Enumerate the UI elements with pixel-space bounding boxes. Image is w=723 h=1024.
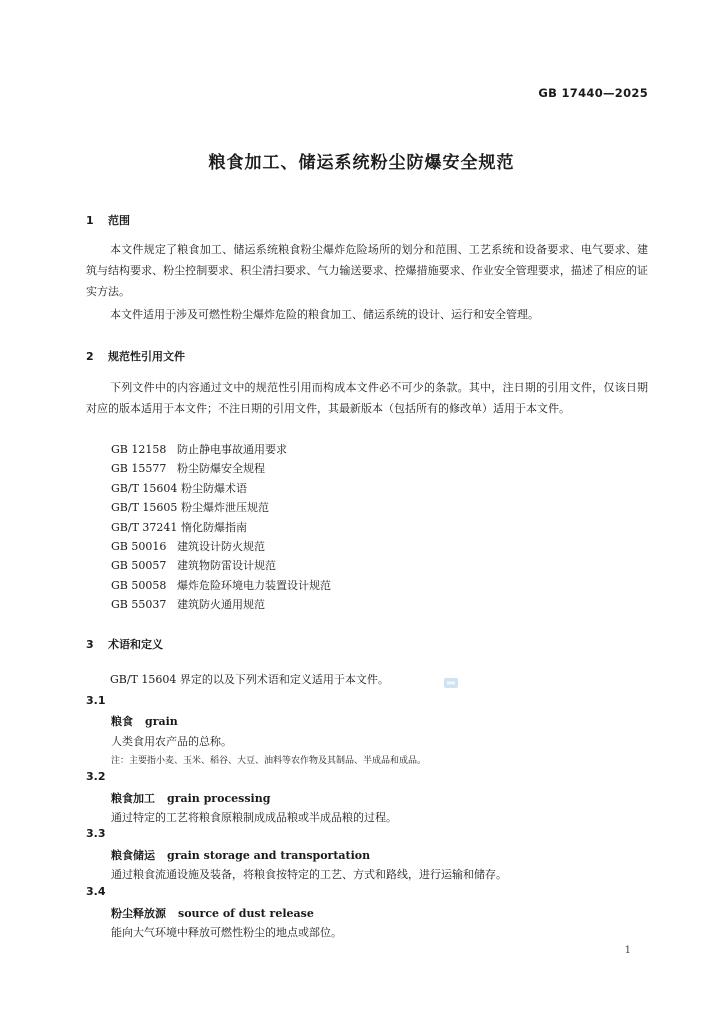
term-definition: 能向大气环境中释放可燃性粉尘的地点或部位。: [111, 926, 342, 939]
section-3-heading: [86, 636, 163, 652]
reference-code: GB 15577: [111, 462, 167, 476]
section-1-paragraph-2: 本文件适用于涉及可燃性粉尘爆炸危险的粮食加工、储运系统的设计、运行和安全管理。: [110, 308, 539, 321]
reference-title: 粉尘防爆术语: [181, 481, 247, 495]
term-en: grain storage and transportation: [167, 849, 371, 862]
reference-code: GB/T 15605: [111, 501, 178, 515]
reference-title: 惰化防爆指南: [181, 520, 247, 534]
watermark-stamp-icon: [444, 678, 458, 688]
term-number: 3.2: [86, 770, 106, 783]
reference-code: GB 50057: [111, 559, 167, 573]
section-2-heading: [86, 348, 185, 364]
term-definition: 通过粮食流通设施及装备，将粮食按特定的工艺、方式和路线，进行运输和储存。: [111, 868, 507, 881]
standard-code: GB 17440—2025: [538, 86, 648, 100]
section-1-paragraph-1: 本文件规定了粮食加工、储运系统粮食粉尘爆炸危险场所的划分和范围、工艺系统和设备要求、电气要求、建筑与结构要求、粉尘控制要求、积尘清扫要求、气力输送要求、控爆措施要求、作业安全管理要求，描述了相应的证实方法。: [86, 243, 648, 298]
reference-code: GB 50058: [111, 578, 167, 592]
term-number: 3.3: [86, 827, 106, 840]
reference-item: [111, 537, 331, 556]
reference-title: 粉尘防爆安全规程: [177, 462, 265, 476]
section-1-heading: [86, 212, 130, 228]
reference-item: [111, 479, 331, 498]
term-en: grain: [145, 715, 178, 728]
section-title: 范围: [108, 214, 130, 227]
reference-item: [111, 576, 331, 595]
term-en: source of dust release: [178, 907, 314, 920]
term-zh: 粮食储运: [111, 849, 155, 862]
reference-code: GB/T 37241: [111, 520, 178, 534]
reference-item: [111, 518, 331, 537]
term-zh: 粮食加工: [111, 792, 155, 805]
term-heading: [111, 905, 314, 921]
section-2-paragraph: 下列文件中的内容通过文中的规范性引用而构成本文件必不可少的条款。其中，注日期的引用文件，仅该日期对应的版本适用于本文件；不注日期的引用文件，其最新版本（包括所有的修改单）适用于本文件。: [86, 381, 648, 415]
reference-item: [111, 595, 331, 614]
term-definition: 通过特定的工艺将粮食原粮制成成品粮或半成品粮的过程。: [111, 811, 397, 824]
reference-title: 防止静电事故通用要求: [177, 443, 287, 456]
reference-item: [111, 459, 331, 478]
reference-title: 爆炸危险环境电力装置设计规范: [177, 578, 331, 592]
term-en: grain processing: [167, 792, 271, 805]
section-title: 规范性引用文件: [108, 350, 185, 363]
page-number: 1: [624, 945, 631, 956]
reference-code: GB 12158: [111, 443, 167, 456]
reference-code: GB/T 15604: [111, 481, 178, 495]
term-heading: [111, 847, 370, 863]
reference-title: 建筑防火通用规范: [177, 598, 265, 612]
section-3-intro: GB/T 15604 界定的以及下列术语和定义适用于本文件。: [110, 673, 389, 686]
term-zh: 粮食: [111, 715, 133, 728]
reference-title: 建筑物防雷设计规范: [177, 559, 276, 573]
term-zh: 粉尘释放源: [111, 907, 166, 920]
reference-code: GB 55037: [111, 598, 167, 612]
reference-code: GB 50016: [111, 540, 167, 554]
reference-item: [111, 556, 331, 575]
reference-title: 建筑设计防火规范: [177, 540, 265, 554]
term-heading: [111, 790, 270, 806]
normative-reference-list: [111, 440, 331, 615]
term-number: 3.4: [86, 885, 106, 898]
term-definition: 人类食用农产品的总称。: [111, 735, 232, 748]
term-heading: [111, 713, 178, 729]
term-note: 注：主要指小麦、玉米、稻谷、大豆、油料等农作物及其制品、半成品和成品。: [111, 756, 427, 766]
reference-item: [111, 440, 331, 459]
term-number: 3.1: [86, 694, 106, 707]
section-number: 2: [86, 350, 94, 363]
section-number: 1: [86, 214, 94, 227]
document-title: 粮食加工、储运系统粉尘防爆安全规范: [208, 153, 515, 173]
section-number: 3: [86, 638, 94, 651]
reference-item: [111, 498, 331, 517]
reference-title: 粉尘爆炸泄压规范: [181, 501, 269, 515]
section-title: 术语和定义: [108, 638, 163, 651]
